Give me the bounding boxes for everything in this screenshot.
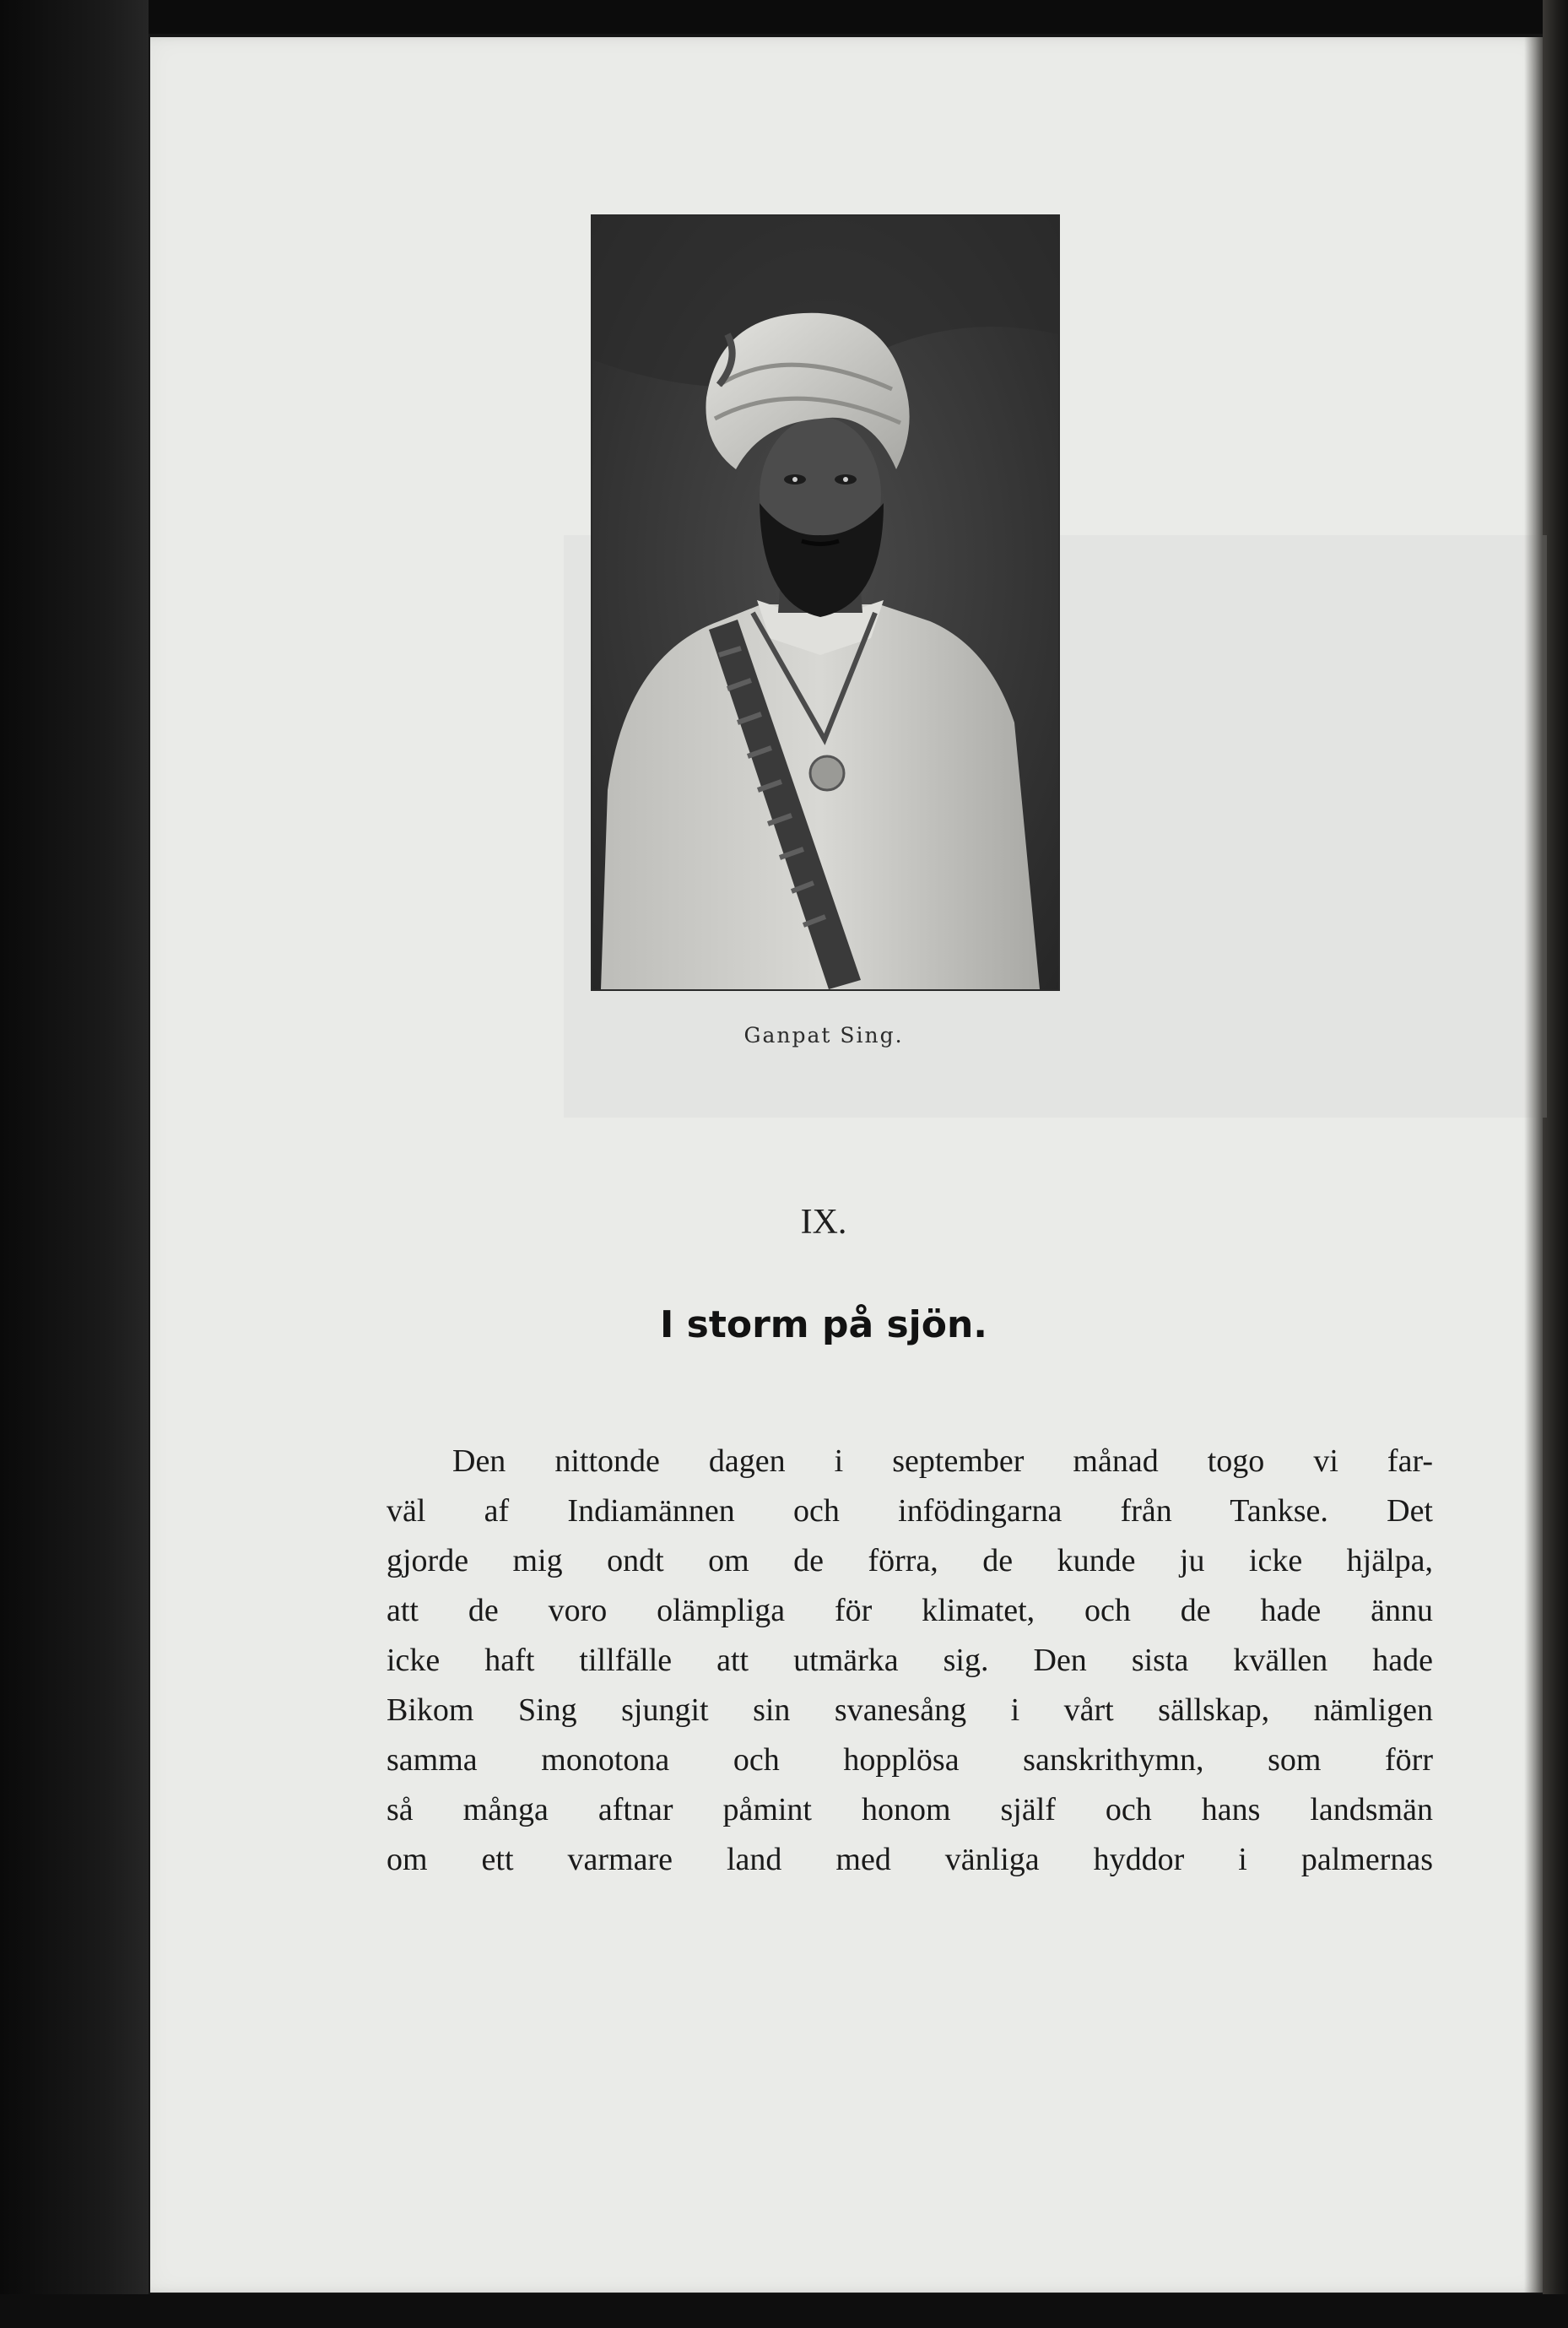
scan-right-border bbox=[1543, 0, 1568, 2328]
chapter-title: I storm på sjön. bbox=[659, 1303, 988, 1346]
portrait-photograph bbox=[591, 214, 1060, 991]
body-paragraph bbox=[387, 1437, 1433, 1885]
photo-caption: Ganpat Sing. bbox=[743, 1023, 904, 1048]
portrait-image bbox=[592, 216, 1058, 989]
body-line: Bikom Sing sjungit sin svanesång i vårt sällskap, nämligen bbox=[387, 1692, 1433, 1728]
body-line: gjorde mig ondt om de förra, de kunde ju icke hjälpa, bbox=[387, 1543, 1433, 1578]
body-line: så många aftnar påmint honom själf och hans landsmän bbox=[387, 1792, 1433, 1827]
scan-top-border bbox=[0, 0, 1568, 34]
page-gutter-shadow bbox=[1524, 37, 1543, 2293]
body-line: Den nittonde dagen i september månad togo vi far- bbox=[452, 1443, 1433, 1479]
body-line: icke haft tillfälle att utmärka sig. Den sista kvällen hade bbox=[387, 1643, 1433, 1678]
body-line: om ett varmare land med vänliga hyddor i palmernas bbox=[387, 1842, 1433, 1877]
body-line: väl af Indiamännen och infödingarna från Tankse. Det bbox=[387, 1493, 1433, 1529]
scan-left-border bbox=[0, 0, 149, 2328]
scan-bottom-border bbox=[0, 2294, 1568, 2328]
body-line: samma monotona och hopplösa sanskrithymn, som förr bbox=[387, 1742, 1433, 1778]
body-line: att de voro olämpliga för klimatet, och de hade ännu bbox=[387, 1593, 1433, 1628]
chapter-number: IX. bbox=[800, 1203, 847, 1242]
